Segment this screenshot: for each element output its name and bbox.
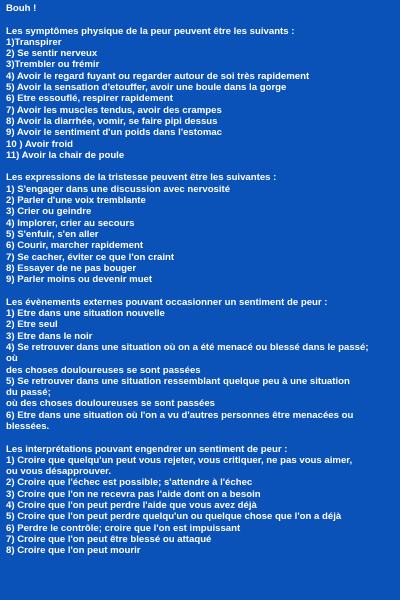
list-item xyxy=(6,82,394,93)
list-item-line: 8) Croire que l'on peut mourir xyxy=(6,545,141,557)
list-item-line: ou vous désapprouver. xyxy=(6,466,112,478)
list-item-line: 4) Croire que l'on peut perdre l'aide que vous avez déjà xyxy=(6,500,257,512)
list-item xyxy=(6,263,394,274)
list-item-line: 4) Se retrouver dans une situation où on a été menacé ou blessé dans le passé; xyxy=(6,341,369,353)
list-item-line: 5) Croire que l'on peut perdre quelqu'un ou quelque chose que l'on a déjà xyxy=(6,511,342,523)
list-item xyxy=(6,331,394,342)
text-section xyxy=(6,172,394,285)
list-item-line: 2) Croire que l'échec est possible; s'attendre à l'échec xyxy=(6,477,253,489)
list-item xyxy=(6,342,394,376)
list-item xyxy=(6,150,394,161)
list-item xyxy=(6,545,394,556)
list-item xyxy=(6,511,394,522)
text-section xyxy=(6,297,394,433)
list-item-line: 3) Croire que l'on ne recevra pas l'aide dont on a besoin xyxy=(6,488,261,500)
list-item-line: 5) S'enfuir, s'en aller xyxy=(6,228,99,240)
list-item-line: 10 ) Avoir froid xyxy=(6,138,73,150)
list-item-line: 6) Perdre le contrôle; croire que l'on est impuissant xyxy=(6,522,241,534)
list-item xyxy=(6,229,394,240)
list-item xyxy=(6,71,394,82)
list-item xyxy=(6,240,394,251)
list-item xyxy=(6,218,394,229)
list-item-line: 2) Se sentir nerveux xyxy=(6,48,98,60)
list-item-line: 7) Se cacher, éviter ce que l'on craint xyxy=(6,251,175,263)
list-item-line: 5) Avoir la sensation d'etouffer, avoir une boule dans la gorge xyxy=(6,82,287,94)
list-item xyxy=(6,184,394,195)
list-item-line: 4) Implorer, crier au secours xyxy=(6,217,135,229)
list-item-line: 9) Parler moins ou devenir muet xyxy=(6,274,153,286)
list-item xyxy=(6,534,394,545)
list-item-line: 9) Avoir le sentiment d'un poids dans l'estomac xyxy=(6,127,223,139)
list-item xyxy=(6,37,394,48)
list-item-line: où des choses douloureuses se sont passées xyxy=(6,398,216,410)
list-item xyxy=(6,489,394,500)
list-item xyxy=(6,127,394,138)
list-item-line: 6) Etre dans une situation où l'on a vu d'autres personnes être menacées ou xyxy=(6,409,354,421)
list-item xyxy=(6,455,394,478)
list-item xyxy=(6,500,394,511)
list-item-line: 7) Croire que l'on peut être blessé ou attaqué xyxy=(6,533,212,545)
list-item xyxy=(6,308,394,319)
sections-container xyxy=(6,26,394,557)
list-item-line: 3) Etre dans le noir xyxy=(6,330,93,342)
section-heading: Les interprétations pouvant engendrer un sentiment de peur : xyxy=(6,443,288,455)
list-item-line: 5) Se retrouver dans une situation ressemblant quelque peu à une situation xyxy=(6,375,350,387)
list-item xyxy=(6,477,394,488)
list-item xyxy=(6,319,394,330)
list-item xyxy=(6,376,394,410)
list-item-line: 2) Parler d'une voix tremblante xyxy=(6,195,146,207)
list-item-line: 1) Etre dans une situation nouvelle xyxy=(6,308,165,320)
list-item xyxy=(6,206,394,217)
list-item xyxy=(6,93,394,104)
list-item-line: 6) Courir, marcher rapidement xyxy=(6,240,144,252)
list-item xyxy=(6,410,394,433)
list-item-line: 3)Trembler ou frémir xyxy=(6,59,100,71)
list-item-line: blessées. xyxy=(6,420,50,432)
list-item-line: 7) Avoir les muscles tendus, avoir des crampes xyxy=(6,104,222,116)
list-item-line: 1) Croire que quelqu'un peut vous rejeter, vous critiquer, ne pas vous aimer, xyxy=(6,454,353,466)
list-item xyxy=(6,105,394,116)
list-item xyxy=(6,59,394,70)
list-item-line: des choses douloureuses se sont passées xyxy=(6,364,201,376)
section-heading: Les expressions de la tristesse peuvent être les suivantes : xyxy=(6,172,277,184)
list-item xyxy=(6,252,394,263)
list-item-line: 1)Transpirer xyxy=(6,36,62,48)
list-item-line: 6) Etre essouflé, respirer rapidement xyxy=(6,93,173,105)
section-heading: Les symptômes physique de la peur peuvent être les suivants : xyxy=(6,25,295,37)
list-item xyxy=(6,139,394,150)
list-item-line: où xyxy=(6,353,18,365)
list-item-line: 4) Avoir le regard fuyant ou regarder autour de soi très rapidement xyxy=(6,70,310,82)
list-item-line: 11) Avoir la chair de poule xyxy=(6,149,125,161)
text-section xyxy=(6,444,394,557)
greeting-text: Bouh ! xyxy=(6,3,37,14)
list-item xyxy=(6,274,394,285)
section-heading: Les évènements externes pouvant occasionner un sentiment de peur : xyxy=(6,296,328,308)
list-item-line: 8) Avoir la diarrhée, vomir, se faire pipi dessus xyxy=(6,115,218,127)
list-item-line: 1) S'engager dans une discussion avec nervosité xyxy=(6,183,231,195)
list-item xyxy=(6,523,394,534)
list-item xyxy=(6,195,394,206)
list-item-line: 2) Etre seul xyxy=(6,319,58,331)
text-section xyxy=(6,26,394,162)
list-item xyxy=(6,116,394,127)
list-item-line: 8) Essayer de ne pas bouger xyxy=(6,262,137,274)
list-item-line: du passé; xyxy=(6,387,51,399)
list-item xyxy=(6,48,394,59)
list-item-line: 3) Crier ou geindre xyxy=(6,206,92,218)
